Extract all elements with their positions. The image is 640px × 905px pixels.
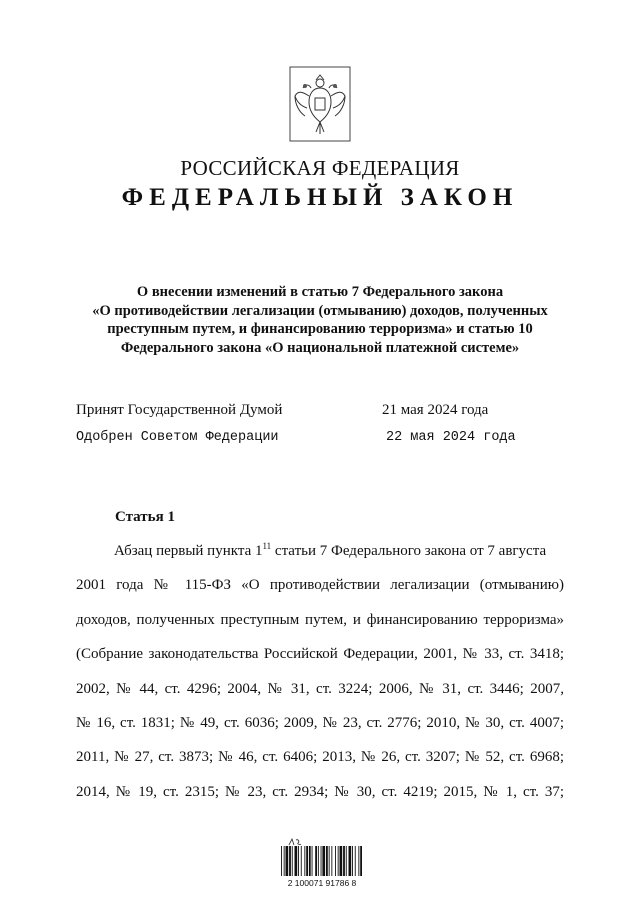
paragraph-line: № 16, ст. 1831; № 49, ст. 6036; 2009, № 23, ст. 2776; 2010, № 30, ст. 4007; (76, 714, 564, 731)
article-body (76, 538, 564, 813)
barcode-bar (349, 846, 352, 876)
duma-adoption-label: Принят Государственной Думой (76, 402, 283, 418)
barcode-bar (306, 846, 308, 876)
barcode-bar (295, 846, 298, 876)
barcode-bar (346, 846, 347, 876)
duma-adoption-date: 21 мая 2024 года (382, 402, 489, 418)
paragraph-line: 2014, № 19, ст. 2315; № 23, ст. 2934; № 30, ст. 4219; 2015, № 1, ст. 37; (76, 783, 564, 800)
barcode-bar (340, 846, 343, 876)
barcode-bar (360, 846, 362, 876)
barcode-bar (331, 846, 332, 876)
country-name: РОССИЙСКАЯ ФЕДЕРАЦИЯ (180, 156, 460, 180)
title-line: О внесении изменений в статью 7 Федерального закона (136, 284, 504, 300)
coat-of-arms-emblem-icon (289, 66, 351, 142)
barcode-bar (318, 846, 319, 876)
barcode-bar (304, 846, 305, 876)
barcode-bar (352, 846, 353, 876)
barcode-bar (298, 846, 299, 876)
council-approval-date: 22 мая 2024 года (386, 430, 516, 445)
paragraph-line: 2002, № 44, ст. 4296; 2004, № 31, ст. 3224; 2006, № 31, ст. 3446; 2007, (76, 680, 564, 697)
barcode-bar (292, 846, 293, 876)
law-title (70, 283, 570, 357)
barcode-bar (286, 846, 289, 876)
article-heading: Статья 1 (115, 509, 175, 525)
barcode-bar (289, 846, 291, 876)
barcode-number: 2 100071 91786 8 (287, 878, 357, 888)
barcode-bar (343, 846, 345, 876)
paragraph-first-line: Абзац первый пункта $1^{11}$ статьи 7 Федерального закона от 7 августа (114, 541, 547, 559)
title-line: «О противодействии легализации (отмыванию) доходов, полученных (92, 302, 548, 319)
superscript-number: 11 (262, 541, 272, 551)
barcode-bar (355, 846, 356, 876)
barcode-bar (321, 846, 322, 876)
handwritten-mark-icon (288, 838, 302, 846)
title-line: преступным путем, и финансированию терроризма» и статью 10 (107, 321, 533, 337)
barcode-bar (358, 846, 359, 876)
barcode-bar (335, 846, 336, 876)
barcode-bar (301, 846, 302, 876)
document-type: ФЕДЕРАЛЬНЫЙ ЗАКОН (121, 184, 519, 211)
paragraph-line: 2011, № 27, ст. 3873; № 46, ст. 6406; 2013, № 26, ст. 3207; № 52, ст. 6968; (76, 749, 564, 766)
barcode-icon (280, 846, 364, 876)
title-line: Федерального закона «О национальной платежной системе» (120, 339, 520, 356)
barcode-bar (309, 846, 311, 876)
barcode-bar (315, 846, 317, 876)
barcode-block (280, 846, 364, 888)
barcode-bar (312, 846, 313, 876)
barcode-bar (281, 846, 282, 876)
barcode-bar (322, 846, 325, 876)
barcode-bar (338, 846, 339, 876)
paragraph-line: доходов, полученных преступным путем, и финансированию терроризма» (76, 611, 564, 628)
paragraph-line: 2001 года № 115-ФЗ «О противодействии легализации (отмыванию) (76, 577, 564, 594)
barcode-bar (329, 846, 330, 876)
barcode-bar (326, 846, 328, 876)
council-approval-label: Одобрен Советом Федерации (76, 430, 279, 445)
paragraph-line: (Собрание законодательства Российской Федерации, 2001, № 33, ст. 3418; (76, 646, 564, 663)
barcode-bar (284, 846, 285, 876)
